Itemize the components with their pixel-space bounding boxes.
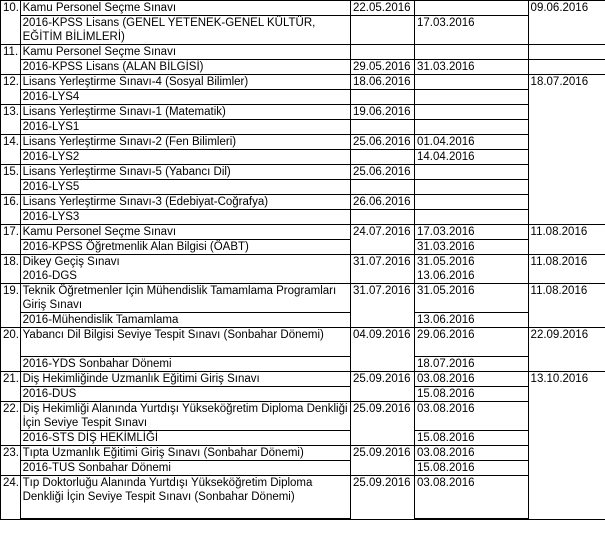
application-end: 15.08.2016 — [414, 431, 528, 446]
row-number: 23. — [1, 446, 21, 476]
table-row — [1, 90, 605, 105]
application-start: 03.08.2016 — [414, 476, 528, 519]
table-row — [1, 225, 605, 240]
table-row — [1, 60, 605, 75]
application-end-empty — [414, 120, 528, 135]
application-start: 03.08.2016 — [414, 402, 528, 431]
application-end: 15.08.2016 — [414, 387, 528, 402]
application-end: 14.04.2016 — [414, 150, 528, 165]
row-number: 11. — [1, 45, 21, 75]
exam-name: Kamu Personel Seçme Sınavı — [20, 45, 350, 60]
result-date: 22.09.2016 — [528, 328, 605, 372]
table-row — [1, 328, 605, 357]
exam-code: 2016-LYS1 — [20, 120, 350, 135]
row-number: 10. — [1, 1, 21, 45]
row-number: 14. — [1, 135, 21, 165]
table-row — [1, 135, 605, 150]
exam-date: 25.09.2016 — [350, 476, 414, 520]
application-end: 17.03.2016 — [414, 16, 528, 45]
application-end-empty — [414, 180, 528, 195]
application-end: 13.06.2016 — [416, 270, 475, 282]
table-row — [1, 476, 605, 519]
exam-code: 2016-LYS4 — [20, 90, 350, 105]
table-row — [1, 284, 605, 313]
exam-date-empty — [350, 210, 414, 225]
exam-date-empty — [350, 45, 414, 60]
result-date: 18.07.2016 — [528, 75, 605, 225]
table-row — [1, 105, 605, 120]
exam-date: 29.05.2016 — [350, 60, 414, 75]
result-date-empty — [528, 60, 605, 75]
exam-code: 2016-Mühendislik Tamamlama — [20, 313, 350, 328]
exam-code: 2016-KPSS Öğretmenlik Alan Bilgisi (ÖABT) — [20, 240, 350, 255]
application-start: 17.03.2016 — [414, 225, 528, 240]
exam-code: 2016-YDS Sonbahar Dönemi — [20, 357, 350, 372]
exam-date: 26.06.2016 — [350, 195, 414, 210]
table-row — [1, 431, 605, 446]
exam-date-empty — [350, 150, 414, 165]
exam-date: 18.06.2016 — [350, 75, 414, 90]
row-number: 19. — [1, 284, 21, 328]
row-number: 17. — [1, 225, 21, 255]
exam-name: Teknik Öğretmenler İçin Mühendislik Tamamlama Programları Giriş Sınavı — [20, 284, 350, 313]
result-date: 13.10.2016 — [528, 372, 605, 520]
row-number: 13. — [1, 105, 21, 135]
exam-schedule-body — [1, 1, 605, 520]
application-start-empty — [414, 165, 528, 180]
exam-code: 2016-STS DİŞ HEKİMLİĞİ — [20, 431, 350, 446]
row-number: 15. — [1, 165, 21, 195]
application-start: 31.03.2016 — [414, 60, 528, 75]
exam-name — [20, 255, 350, 284]
application-dates — [414, 255, 528, 284]
exam-code: 2016-DUS — [20, 387, 350, 402]
exam-date: 25.09.2016 — [350, 446, 414, 476]
table-row — [1, 210, 605, 225]
exam-name: Diş Hekimliğinde Uzmanlık Eğitimi Giriş Sınavı — [20, 372, 350, 387]
result-date: 11.08.2016 — [528, 284, 605, 328]
application-start: 31.05.2016 — [414, 284, 528, 313]
result-date: 11.08.2016 — [528, 225, 605, 255]
application-start-empty — [414, 105, 528, 120]
exam-name: Lisans Yerleştirme Sınavı-1 (Matematik) — [20, 105, 350, 120]
table-row — [1, 195, 605, 210]
exam-name: Lisans Yerleştirme Sınavı-2 (Fen Bilimleri) — [20, 135, 350, 150]
result-date-empty — [528, 45, 605, 60]
table-row — [1, 387, 605, 402]
table-row — [1, 120, 605, 135]
row-number: 22. — [1, 402, 21, 446]
exam-name: Diş Hekimliği Alanında Yurtdışı Yükseköğretim Diploma Denkliği İçin Seviye Tespit Sınavı — [20, 402, 350, 431]
table-row — [1, 16, 605, 45]
exam-code: 2016-KPSS Lisans (ALAN BİLGİSİ) — [20, 60, 350, 75]
application-start-empty — [414, 195, 528, 210]
table-row — [1, 75, 605, 90]
exam-date: 25.06.2016 — [350, 165, 414, 180]
exam-date: 22.05.2016 — [350, 1, 414, 16]
exam-date: 31.07.2016 — [350, 284, 414, 328]
exam-name: Kamu Personel Seçme Sınavı — [20, 1, 350, 16]
table-row — [1, 357, 605, 372]
exam-date-empty — [350, 90, 414, 105]
application-start: 01.04.2016 — [414, 135, 528, 150]
exam-name: Kamu Personel Seçme Sınavı — [20, 225, 350, 240]
exam-name: Tıp Doktorluğu Alanında Yurtdışı Yükseköğretim Diploma Denkliği İçin Seviye Tespit Sınavı (Sonbahar Dönemi) — [20, 476, 350, 519]
table-row — [1, 372, 605, 387]
exam-date: 24.07.2016 — [350, 225, 414, 255]
row-number: 16. — [1, 195, 21, 225]
result-date: 11.08.2016 — [528, 255, 605, 284]
exam-code: 2016-LYS3 — [20, 210, 350, 225]
application-start-empty — [414, 45, 528, 60]
row-number: 18. — [1, 255, 21, 284]
row-number: 24. — [1, 476, 21, 520]
row-number: 21. — [1, 372, 21, 402]
application-start: 31.05.2016 — [416, 256, 475, 268]
application-end: 15.08.2016 — [414, 461, 528, 476]
application-end: 18.07.2016 — [414, 357, 528, 372]
exam-date: 31.07.2016 — [350, 255, 414, 284]
exam-date: 19.06.2016 — [350, 105, 414, 120]
exam-code: 2016-KPSS Lisans (GENEL YETENEK-GENEL KÜLTÜR, EĞİTİM BİLİMLERİ) — [20, 16, 350, 45]
application-end-empty — [414, 519, 528, 520]
row-number: 20. — [1, 328, 21, 372]
exam-date-empty — [350, 120, 414, 135]
exam-code: 2016-DGS — [22, 270, 77, 282]
application-start: 29.06.2016 — [414, 328, 528, 357]
exam-date: 25.09.2016 — [350, 402, 414, 446]
table-row — [1, 446, 605, 461]
table-row — [1, 45, 605, 60]
application-start-empty — [414, 75, 528, 90]
exam-code: 2016-LYS5 — [20, 180, 350, 195]
exam-date: 25.09.2016 — [350, 372, 414, 402]
application-start: 03.08.2016 — [414, 372, 528, 387]
table-row — [1, 180, 605, 195]
table-row — [1, 461, 605, 476]
table-row — [1, 150, 605, 165]
application-end: 31.03.2016 — [414, 240, 528, 255]
table-row — [1, 313, 605, 328]
table-row — [1, 519, 605, 520]
application-start — [414, 1, 528, 16]
application-end-empty — [414, 210, 528, 225]
exam-name: Yabancı Dil Bilgisi Seviye Tespit Sınavı (Sonbahar Dönemi) — [20, 328, 350, 357]
exam-code: 2016-LYS2 — [20, 150, 350, 165]
application-start: 03.08.2016 — [414, 446, 528, 461]
table-row — [1, 255, 605, 284]
table-row — [1, 165, 605, 180]
exam-code — [20, 519, 350, 520]
result-date: 09.06.2016 — [528, 1, 605, 45]
exam-name: Tıpta Uzmanlık Eğitimi Giriş Sınavı (Sonbahar Dönemi) — [20, 446, 350, 461]
exam-name: Lisans Yerleştirme Sınavı-4 (Sosyal Bilimler) — [20, 75, 350, 90]
table-row — [1, 240, 605, 255]
exam-date-empty — [350, 180, 414, 195]
exam-name: Lisans Yerleştirme Sınavı-5 (Yabancı Dil) — [20, 165, 350, 180]
exam-code: 2016-TUS Sonbahar Dönemi — [20, 461, 350, 476]
exam-date: 04.09.2016 — [350, 328, 414, 372]
application-end: 13.06.2016 — [414, 313, 528, 328]
exam-date: 25.06.2016 — [350, 135, 414, 150]
exam-name-line: Dikey Geçiş Sınavı — [22, 256, 120, 268]
table-row — [1, 402, 605, 431]
application-end-empty — [414, 90, 528, 105]
table-row — [1, 1, 605, 16]
exam-date-empty — [350, 16, 414, 45]
exam-name: Lisans Yerleştirme Sınavı-3 (Edebiyat-Coğrafya) — [20, 195, 350, 210]
row-number: 12. — [1, 75, 21, 105]
